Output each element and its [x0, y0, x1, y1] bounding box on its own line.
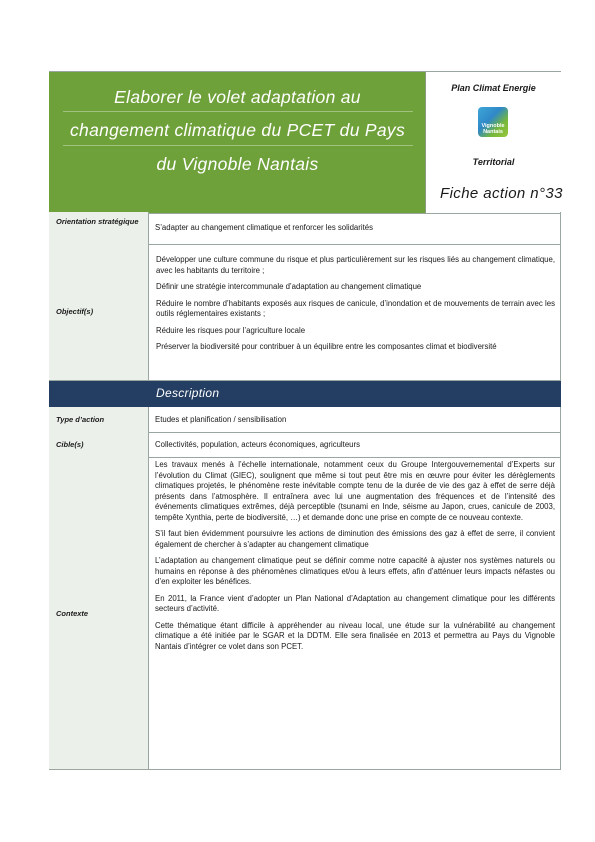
- description-band: [49, 381, 561, 407]
- title-line-2: changement climatique du PCET du Pays: [69, 120, 406, 140]
- objectives-list: [156, 255, 555, 353]
- header: [49, 71, 561, 214]
- targets-label: Cible(s): [56, 440, 84, 449]
- action-type-label-cell: [49, 407, 149, 432]
- objectives-row: [49, 244, 561, 381]
- orientation-value: S’adapter au changement climatique et renforcer les solidarités: [155, 223, 373, 232]
- action-type-value: Etudes et planification / sensibilisation: [155, 415, 287, 424]
- context-text: [155, 460, 555, 652]
- title-line-3: du Vignoble Nantais: [156, 154, 319, 174]
- objectives-label: Objectif(s): [56, 307, 94, 316]
- action-type-row: [49, 407, 561, 433]
- context-label: Contexte: [56, 609, 89, 618]
- orientation-row: [49, 212, 561, 245]
- context-label-cell: [49, 457, 149, 769]
- action-type-label: Type d’action: [56, 415, 105, 424]
- context-row: [49, 457, 561, 770]
- title-line-1: Elaborer le volet adaptation au: [114, 87, 361, 107]
- objectives-label-cell: [49, 244, 149, 380]
- title-panel: [49, 72, 426, 213]
- title-divider: [63, 111, 413, 112]
- title-divider: [63, 145, 413, 146]
- context-paragraph: S’il faut bien évidemment poursuivre les actions de diminution des émissions des gaz à effet de serre, il convient également de chercher à s’adapter au changement climatique: [155, 529, 555, 549]
- orientation-label: Orientation stratégique: [56, 217, 139, 226]
- objective-item: Préserver la biodiversité pour contribuer à un équilibre entre les composantes climat et biodiversité: [156, 342, 497, 351]
- plan-panel: [426, 72, 561, 213]
- targets-row: [49, 432, 561, 458]
- orientation-label-cell: [49, 212, 149, 244]
- context-paragraph: L’adaptation au changement climatique peut se définir comme notre capacité à ajuster nos systèmes naturels ou humains en réponse à des phénomènes climatiques et/ou à leurs effets, afin d’atténuer leurs impacts néfastes ou d’en exploiter les bénéfices.: [155, 556, 555, 586]
- objective-item: Réduire les risques pour l’agriculture locale: [156, 325, 306, 335]
- objective-item: Réduire le nombre d’habitants exposés aux risques de canicule, d’inondation et de mouvements de terrain avec les outils réglementaires existants ;: [156, 298, 555, 318]
- territorial-label: Territorial: [472, 157, 515, 167]
- fiche-number: Fiche action n°33: [440, 185, 563, 202]
- targets-value: Collectivités, population, acteurs économiques, agriculteurs: [155, 440, 360, 449]
- description-title: Description: [156, 386, 220, 400]
- plan-label: Plan Climat Energie: [451, 83, 536, 93]
- logo-text: Vignoble Nantais: [481, 123, 505, 135]
- context-paragraph: En 2011, la France vient d’adopter un Plan National d’Adaptation au changement climatique pour les différents secteurs d’activité.: [155, 593, 555, 613]
- vignoble-nantais-logo: [478, 107, 508, 137]
- context-paragraph: Les travaux menés à l’échelle internationale, notamment ceux du Groupe Intergouvernemental d’Experts sur l’évolution du Climat (GIEC), soulignent que même si tout peut être mis en œuvre pour éviter les dérèglements climatiques projetés, le phénomène reste inévitable compte tenu de la durée de vie des gaz à effet de serre déjà présents dans l’atmosphère. Il entraînera avec lui une augmentation des fréquences et de l’intensité des événements climatiques extrêmes, déjà perceptible (tsunami en Inde, séisme au Japon, crues, canicule de 2003, tempête Xynthia, perte de biodiversité, …) et demande donc une prise en compte de ce nouveau contexte.: [155, 460, 555, 522]
- context-paragraph: Cette thématique étant difficile à appréhender au niveau local, une étude sur la vulnérabilité au changement climatique a été initiée par le SGAR et la DDTM. Elle sera finalisée en 2013 et permettra au Pays du Vignoble Nantais d’intégrer ce volet dans son PCET.: [155, 620, 555, 651]
- objective-item: Définir une stratégie intercommunale d’adaptation au changement climatique: [156, 282, 422, 291]
- objective-item: Développer une culture commune du risque et plus particulièrement sur les risques liés au changement climatique, avec les habitants du territoire ;: [156, 255, 555, 275]
- action-sheet: [49, 71, 561, 769]
- targets-label-cell: [49, 432, 149, 457]
